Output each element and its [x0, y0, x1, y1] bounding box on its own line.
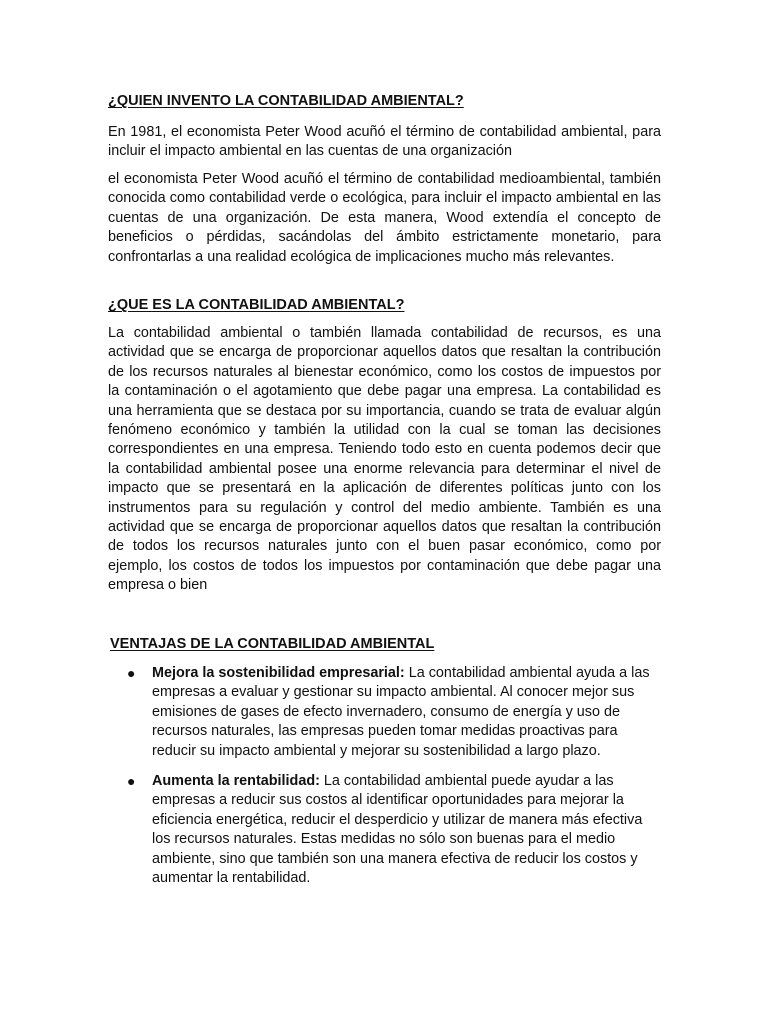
bullet-lead-text: Mejora la sostenibilidad empresarial:	[152, 665, 405, 681]
ventajas-list-continued	[127, 772, 658, 888]
bullet-icon: ●	[127, 665, 136, 681]
list-item	[127, 772, 658, 888]
bullet-body-text: La contabilidad ambiental ayuda a las empresas a evaluar y gestionar su impacto ambiental. Al conocer mejor sus emisiones de gases de efecto invernadero, consumo de energía y uso de recursos naturales, las empresas pueden tomar medidas proactivas para reducir su impacto ambiental y mejorar su sostenibilidad a largo plazo.	[152, 665, 650, 759]
paragraph-peter-wood: el economista Peter Wood acuñó el término de contabilidad medioambiental, también conocida como contabilidad verde o ecológica, para incluir el impacto ambiental en las cuentas de una organización. De esta manera, Wood extendía el concepto de beneficios o pérdidas, sacándolas del ámbito estrictamente monetario, para confrontarlas a una realidad ecológica de implicaciones mucho más relevantes.	[108, 171, 661, 265]
paragraph-definicion: La contabilidad ambiental o también llamada contabilidad de recursos, es una actividad que se encarga de proporcionar aquellos datos que resaltan la contribución de los recursos naturales al bienestar económico, como los costos de impuestos por la contaminación o el agotamiento que debe pagar una empresa. La contabilidad es una herramienta que se destaca por su importancia, cuando se trata de evaluar algún fenómeno económico y también la utilidad con la cual se toman las decisiones correspondientes en una empresa. Teniendo todo esto en cuenta podemos decir que la contabilidad ambiental posee una enorme relevancia para determinar el nivel de impacto que se presentará en la aplicación de diferentes políticas junto con los instrumentos para su regulación y control del medio ambiente. También es una actividad que se encarga de proporcionar aquellos datos que resaltan la contribución de todos los recursos naturales junto con el buen pasar económico, como por ejemplo, los costos de todos los impuestos por contaminación que debe pagar una empresa o bien	[108, 325, 661, 594]
section-heading-quien-invento: ¿QUIEN INVENTO LA CONTABILIDAD AMBIENTAL?	[108, 93, 464, 109]
section-heading-que-es: ¿QUE ES LA CONTABILIDAD AMBIENTAL?	[108, 297, 405, 313]
paragraph-origen: En 1981, el economista Peter Wood acuñó el término de contabilidad ambiental, para incluir el impacto ambiental en las cuentas de una organización	[108, 124, 661, 160]
list-item	[127, 664, 658, 761]
bullet-body-text: La contabilidad ambiental puede ayudar a las empresas a reducir sus costos al identificar oportunidades para mejorar la eficiencia energética, reducir el desperdicio y utilizar de manera más efectiva los recursos naturales. Estas medidas no sólo son buenas para el medio ambiente, sino que también son una manera efectiva de reducir los costos y aumentar la rentabilidad.	[152, 773, 643, 887]
bullet-icon: ●	[127, 773, 136, 789]
section-heading-ventajas: VENTAJAS DE LA CONTABILIDAD AMBIENTAL	[110, 636, 435, 652]
bullet-lead-text: Aumenta la rentabilidad:	[152, 773, 320, 789]
ventajas-list	[127, 664, 658, 761]
